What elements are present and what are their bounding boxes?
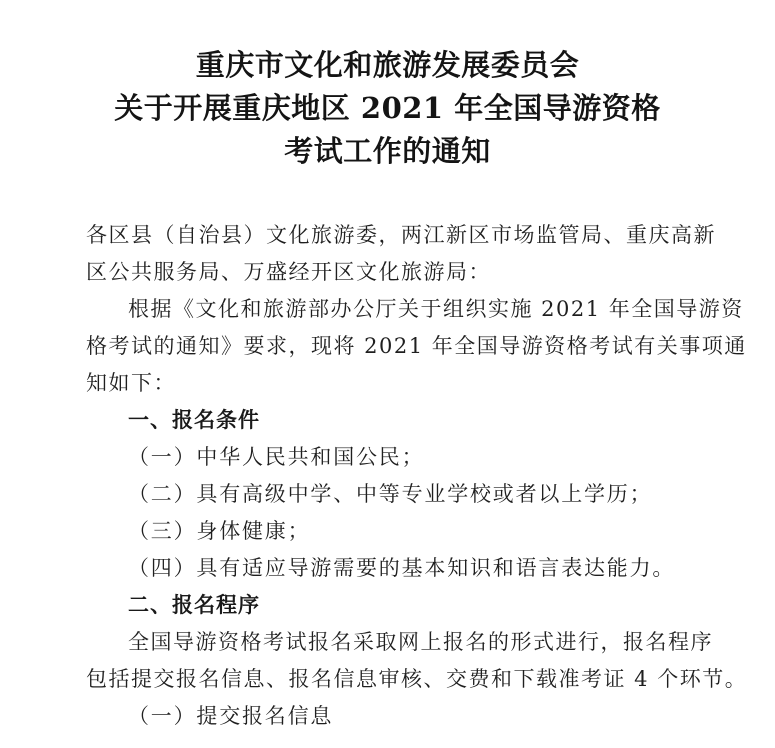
condition-item: （四）具有适应导游需要的基本知识和语言表达能力。 — [128, 556, 676, 580]
procedure-sub-item: （一）提交报名信息 — [128, 704, 334, 728]
section-2-heading: 二、报名程序 — [128, 593, 260, 617]
intro-line-1: 根据《文化和旅游部办公厅关于组织实施 2021 年全国导游资 — [128, 297, 744, 321]
procedure-line-2: 包括提交报名信息、报名信息审核、交费和下载准考证 4 个环节。 — [86, 667, 748, 691]
addressee-line-1: 各区县（自治县）文化旅游委，两江新区市场监管局、重庆高新 — [86, 223, 716, 247]
section-1-heading: 一、报名条件 — [128, 408, 260, 432]
title-line-2: 关于开展重庆地区 2021 年全国导游资格 — [114, 91, 661, 125]
intro-line-2: 格考试的通知》要求，现将 2021 年全国导游资格考试有关事项通 — [86, 334, 747, 358]
addressee-line-2: 区公共服务局、万盛经开区文化旅游局： — [86, 260, 491, 284]
procedure-line-1: 全国导游资格考试报名采取网上报名的形式进行，报名程序 — [128, 630, 713, 654]
condition-item: （一）中华人民共和国公民； — [128, 445, 425, 469]
condition-item: （三）身体健康； — [128, 519, 311, 543]
document-title — [0, 44, 775, 173]
intro-line-3: 知如下： — [86, 371, 176, 395]
condition-item: （二）具有高级中学、中等专业学校或者以上学历； — [128, 482, 653, 506]
title-line-1: 重庆市文化和旅游发展委员会 — [195, 48, 580, 82]
title-line-3: 考试工作的通知 — [284, 134, 491, 168]
